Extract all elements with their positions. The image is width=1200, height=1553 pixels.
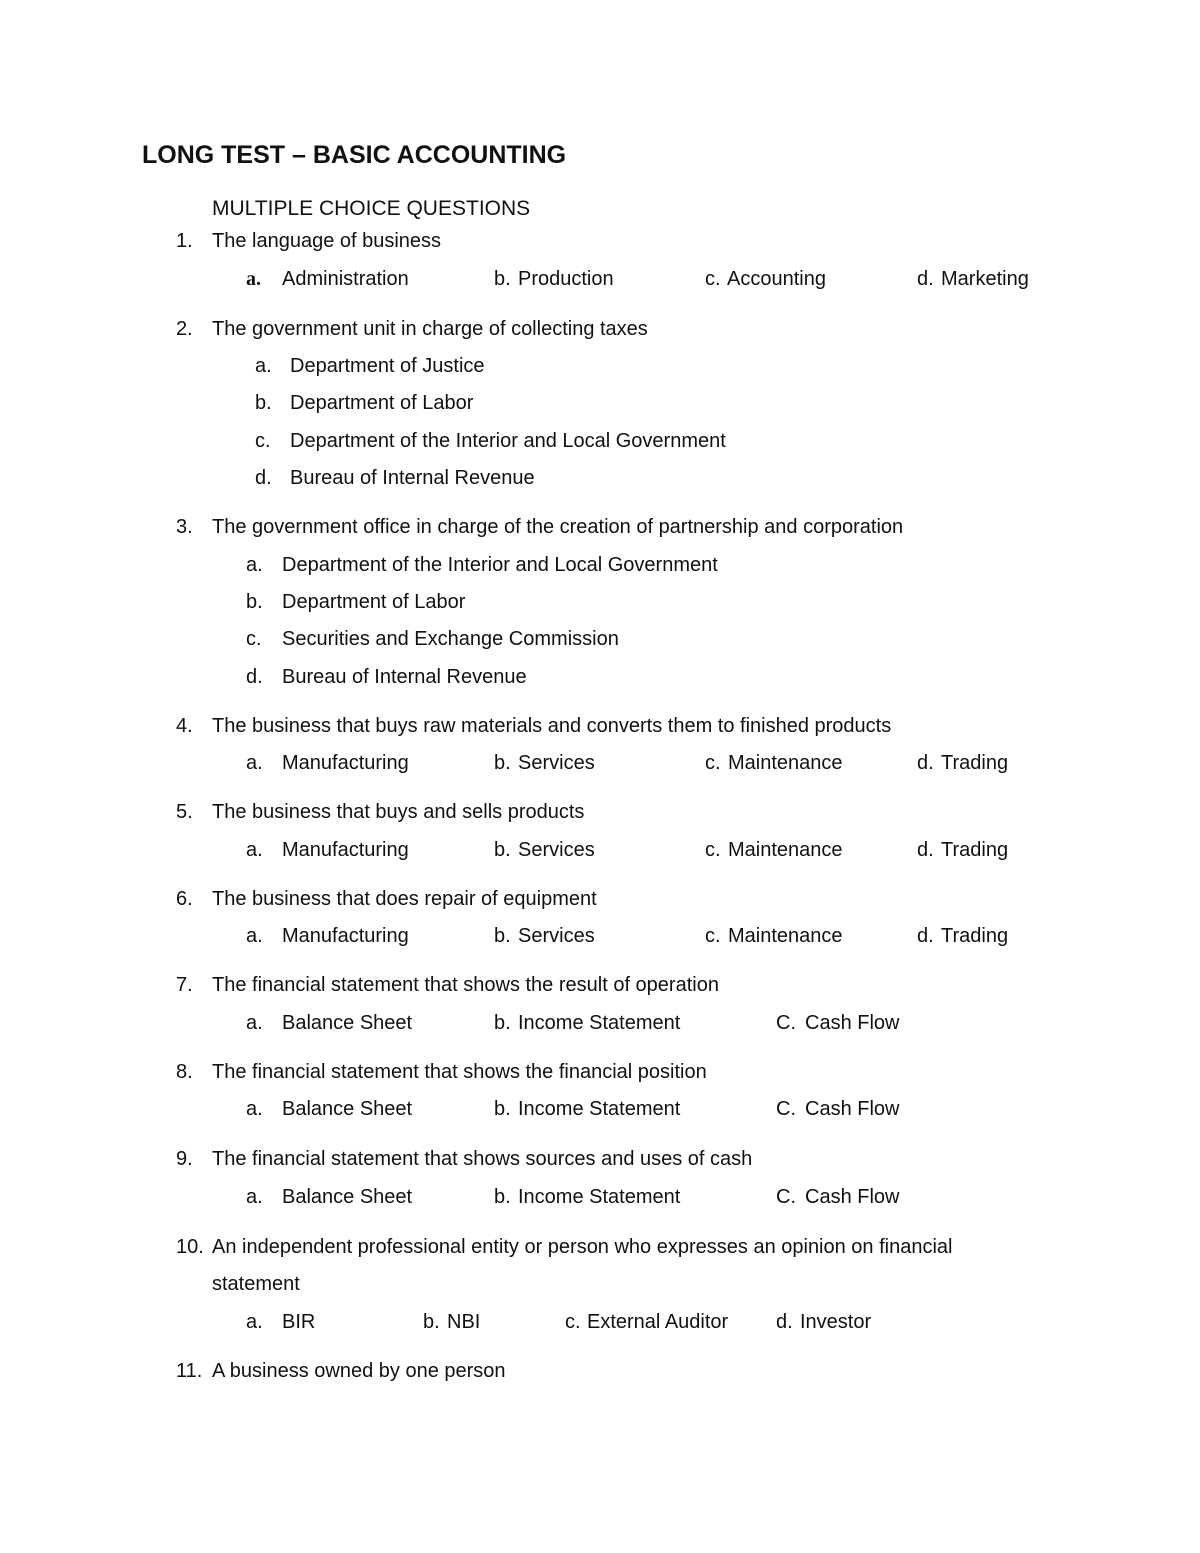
option-letter: a. [246,1311,263,1333]
question-number: 1. [176,230,193,252]
question-number: 9. [176,1148,193,1170]
option-text: Manufacturing [282,839,409,861]
question-text-continued: statement [212,1273,300,1295]
question-text: The business that buys raw materials and converts them to finished products [212,715,892,737]
option-text: Department of the Interior and Local Government [282,554,718,576]
option-letter: a. [255,355,272,377]
option-text: Investor [800,1311,872,1333]
option-letter: b. [494,1012,511,1034]
option-text: Cash Flow [805,1186,900,1208]
option-text: Services [518,839,595,861]
question-number: 8. [176,1061,193,1083]
option-letter: d. [917,268,934,290]
option-text: Department of the Interior and Local Government [290,430,726,452]
option-letter: c. [705,268,721,290]
option-letter: d. [776,1311,793,1333]
option-text: Department of Labor [290,392,474,414]
option-text: Cash Flow [805,1098,900,1120]
option-letter: a. [246,1186,263,1208]
option-letter: b. [246,591,263,613]
option-letter: a. [246,925,263,947]
option-text: Marketing [941,268,1029,290]
option-letter: a. [246,1012,263,1034]
option-letter: a. [246,268,261,290]
question-text: The language of business [212,230,442,252]
option-text: External Auditor [587,1311,729,1333]
option-letter: d. [917,925,934,947]
option-text: Income Statement [518,1012,681,1034]
question-text: The financial statement that shows the result of operation [212,974,719,996]
option-letter: b. [494,268,511,290]
option-text: Department of Labor [282,591,466,613]
option-letter: a. [246,1098,263,1120]
option-letter: a. [246,839,263,861]
option-letter: a. [246,752,263,774]
option-letter: c. [246,628,262,650]
question-text: A business owned by one person [212,1360,506,1382]
question-number: 7. [176,974,193,996]
option-text: Maintenance [728,752,843,774]
question-number: 6. [176,888,193,910]
option-text: Income Statement [518,1186,681,1208]
option-letter: b. [494,1186,511,1208]
question-text: The government unit in charge of collecting taxes [212,318,648,340]
option-letter: b. [494,1098,511,1120]
option-text: Trading [941,839,1009,861]
question-text: The financial statement that shows sources and uses of cash [212,1148,753,1170]
option-text: Securities and Exchange Commission [282,628,619,650]
section-heading: MULTIPLE CHOICE QUESTIONS [212,197,531,220]
option-letter: d. [255,467,272,489]
option-text: Cash Flow [805,1012,900,1034]
option-letter: b. [255,392,272,414]
option-text: Department of Justice [290,355,485,377]
document-title: LONG TEST – BASIC ACCOUNTING [142,141,567,169]
option-letter: d. [917,752,934,774]
option-text: Maintenance [728,925,843,947]
option-text: Balance Sheet [282,1098,413,1120]
option-letter: c. [705,925,721,947]
option-letter: c. [565,1311,581,1333]
question-text: The financial statement that shows the financial position [212,1061,707,1083]
option-letter: c. [705,752,721,774]
option-text: Trading [941,925,1009,947]
option-text: Production [518,268,614,290]
option-text: Balance Sheet [282,1186,413,1208]
option-text: Bureau of Internal Revenue [290,467,535,489]
question-number: 4. [176,715,193,737]
question-number: 2. [176,318,193,340]
option-text: Services [518,752,595,774]
option-letter: C. [776,1186,796,1208]
question-number: 10. [176,1236,204,1258]
question-number: 3. [176,516,193,538]
question-text: The business that buys and sells products [212,801,585,823]
option-letter: b. [494,925,511,947]
question-text: The government office in charge of the creation of partnership and corporation [212,516,904,538]
option-letter: d. [917,839,934,861]
option-text: Balance Sheet [282,1012,413,1034]
option-text: Income Statement [518,1098,681,1120]
option-text: Maintenance [728,839,843,861]
option-text: Administration [282,268,409,290]
option-text: NBI [447,1311,481,1333]
option-letter: b. [494,839,511,861]
option-letter: d. [246,666,263,688]
option-text: Accounting [727,268,826,290]
option-letter: b. [494,752,511,774]
option-letter: C. [776,1098,796,1120]
option-letter: c. [705,839,721,861]
option-letter: a. [246,554,263,576]
question-text: The business that does repair of equipment [212,888,597,910]
option-letter: C. [776,1012,796,1034]
question-number: 11. [176,1360,203,1382]
option-text: Manufacturing [282,752,409,774]
option-text: Trading [941,752,1009,774]
option-text: BIR [282,1311,316,1333]
option-text: Manufacturing [282,925,409,947]
option-text: Bureau of Internal Revenue [282,666,527,688]
option-text: Services [518,925,595,947]
option-letter: c. [255,430,271,452]
question-number: 5. [176,801,193,823]
option-letter: b. [423,1311,440,1333]
question-text: An independent professional entity or person who expresses an opinion on financial [212,1236,953,1258]
